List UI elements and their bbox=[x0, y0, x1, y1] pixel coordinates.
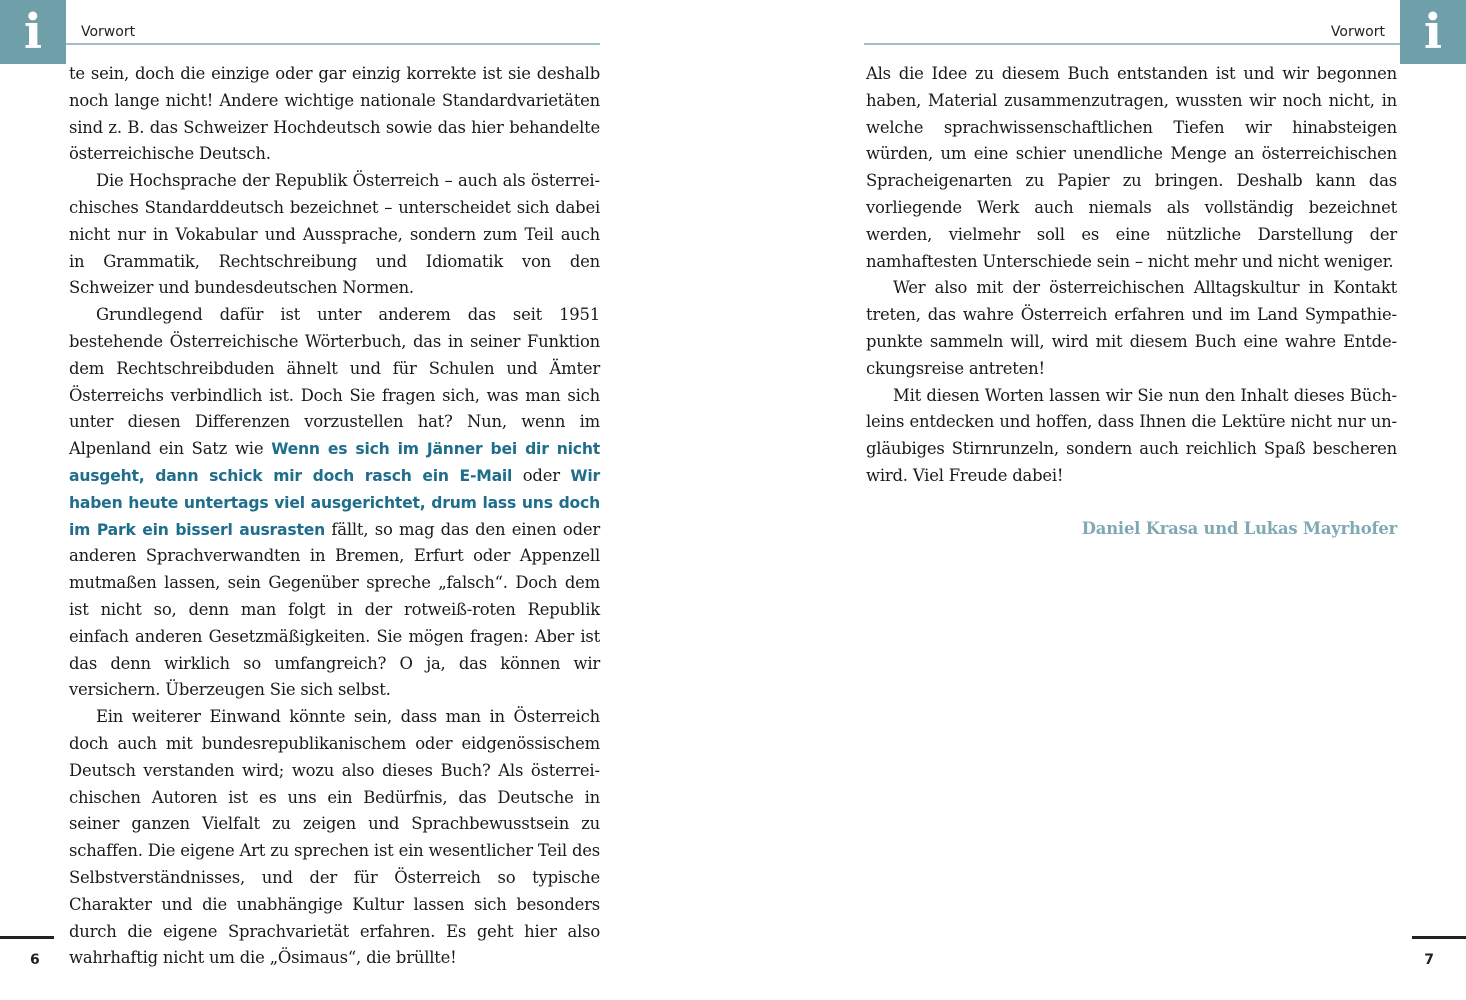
footer-rule bbox=[1412, 936, 1466, 939]
info-icon: i bbox=[0, 0, 66, 64]
running-head: Vorwort bbox=[81, 24, 136, 40]
body-text bbox=[866, 61, 1397, 543]
paragraph: Wer also mit der österreichischen Alltagskultur in Kontakt treten, das wahre Österreich erfahren und im Land Sympathiepunkte sammeln will, wird mit diesem Buch eine wahre Entdeckungsreise antreten! bbox=[866, 278, 1397, 378]
paragraph: Die Hochsprache der Republik Österreich – auch als österreichisches Standarddeutsch bezeichnet – unterscheidet sich dabei nicht nur in Vokabular und Aussprache, sondern zum Teil auch in Grammatik, Rechtschreibung und Idiomatik von den Schweizer und bundesdeutschen Normen. bbox=[69, 171, 600, 298]
info-icon: i bbox=[1400, 0, 1466, 64]
right-page bbox=[733, 0, 1466, 1000]
example-sentence: Wenn es sich im Jänner bei dir nicht ausgeht, dann schick mir doch rasch ein E-Mail bbox=[69, 440, 600, 485]
footer-rule bbox=[0, 936, 54, 939]
header-rule bbox=[864, 43, 1400, 45]
author-signature: Daniel Krasa und Lukas Mayrhofer bbox=[1081, 518, 1397, 538]
paragraph-text: oder bbox=[522, 465, 560, 485]
paragraph: Mit diesen Worten lassen wir Sie nun den Inhalt dieses Büchleins entdecken und hoffen, dass Ihnen die Lektüre nicht nur ungläubiges Stirnrunzeln, sondern auch reichlich Spaß bescheren wird. Viel Freude dabei! bbox=[866, 385, 1397, 485]
header-rule bbox=[66, 43, 600, 45]
paragraph: te sein, doch die einzige oder gar einzig korrekte ist sie deshalb noch lange nicht! Andere wichtige nationale Standardvarietäten sind z. B. das Schweizer Hochdeutsch sowie das hier behandelte österreichische Deutsch. bbox=[69, 64, 600, 164]
paragraph: Als die Idee zu diesem Buch entstanden ist und wir begonnen haben, Material zusammenzutragen, wussten wir noch nicht, in welche sprachwissenschaftlichen Tiefen wir hinabsteigen würden, um eine schier unendliche Menge an österreichischen Spracheigenarten zu Papier zu bringen. Deshalb kann das vorliegende Werk auch niemals als vollständig bezeichnet werden, vielmehr soll es eine nützliche Darstellung der namhaftesten Unterschiede sein – nicht mehr und nicht weniger. bbox=[866, 64, 1397, 271]
paragraph-text: fällt, so mag das den einen oder anderen Sprachverwandten in Bremen, Erfurt oder Appenzell mutmaßen lassen, sein Gegenüber spreche „falsch“. Doch dem ist nicht so, denn man folgt in der rotweiß-roten Republik einfach anderen Gesetzmäßigkeiten. Sie mögen fragen: Aber ist das denn wirklich so umfangreich? O ja, das können wir versichern. Überzeugen Sie sich selbst. bbox=[69, 519, 601, 700]
body-text bbox=[69, 61, 600, 972]
page-number: 6 bbox=[30, 952, 40, 968]
paragraph-text: Grundlegend dafür ist unter anderem das seit 1951 bestehende Österreichische Wörterbuch, das in seiner Funktion dem Rechtschreibduden ähnelt und für Schulen und Ämter Österreichs verbindlich ist. Doch Sie fragen sich, was man sich unter diesen Differenzen vorzustellen hat? Nun, wenn im Alpenland ein Satz wie bbox=[69, 305, 600, 459]
paragraph bbox=[69, 302, 600, 704]
example-sentence: Wir haben heute untertags viel ausgerichtet, drum lass uns doch im Park ein bisserl ausrasten bbox=[69, 466, 601, 539]
page-number: 7 bbox=[1424, 952, 1434, 968]
paragraph: Ein weiterer Einwand könnte sein, dass man in Österreich doch auch mit bundesrepublikanischem oder eidgenössischem Deutsch verstanden wird; wozu also dieses Buch? Als österreichischen Autoren ist es uns ein Bedürfnis, das Deutsche in seiner ganzen Vielfalt zu zeigen und Sprachbewusstsein zu schaffen. Die eigene Art zu sprechen ist ein wesentlicher Teil des Selbstverständnisses, und der für Österreich so typische Charakter und die unabhängige Kultur lassen sich besonders durch die eigene Sprachvarietät erfahren. Es geht hier also wahrhaftig nicht um die „Ösimaus“, die brüllte! bbox=[69, 707, 600, 968]
running-head: Vorwort bbox=[1330, 24, 1385, 40]
